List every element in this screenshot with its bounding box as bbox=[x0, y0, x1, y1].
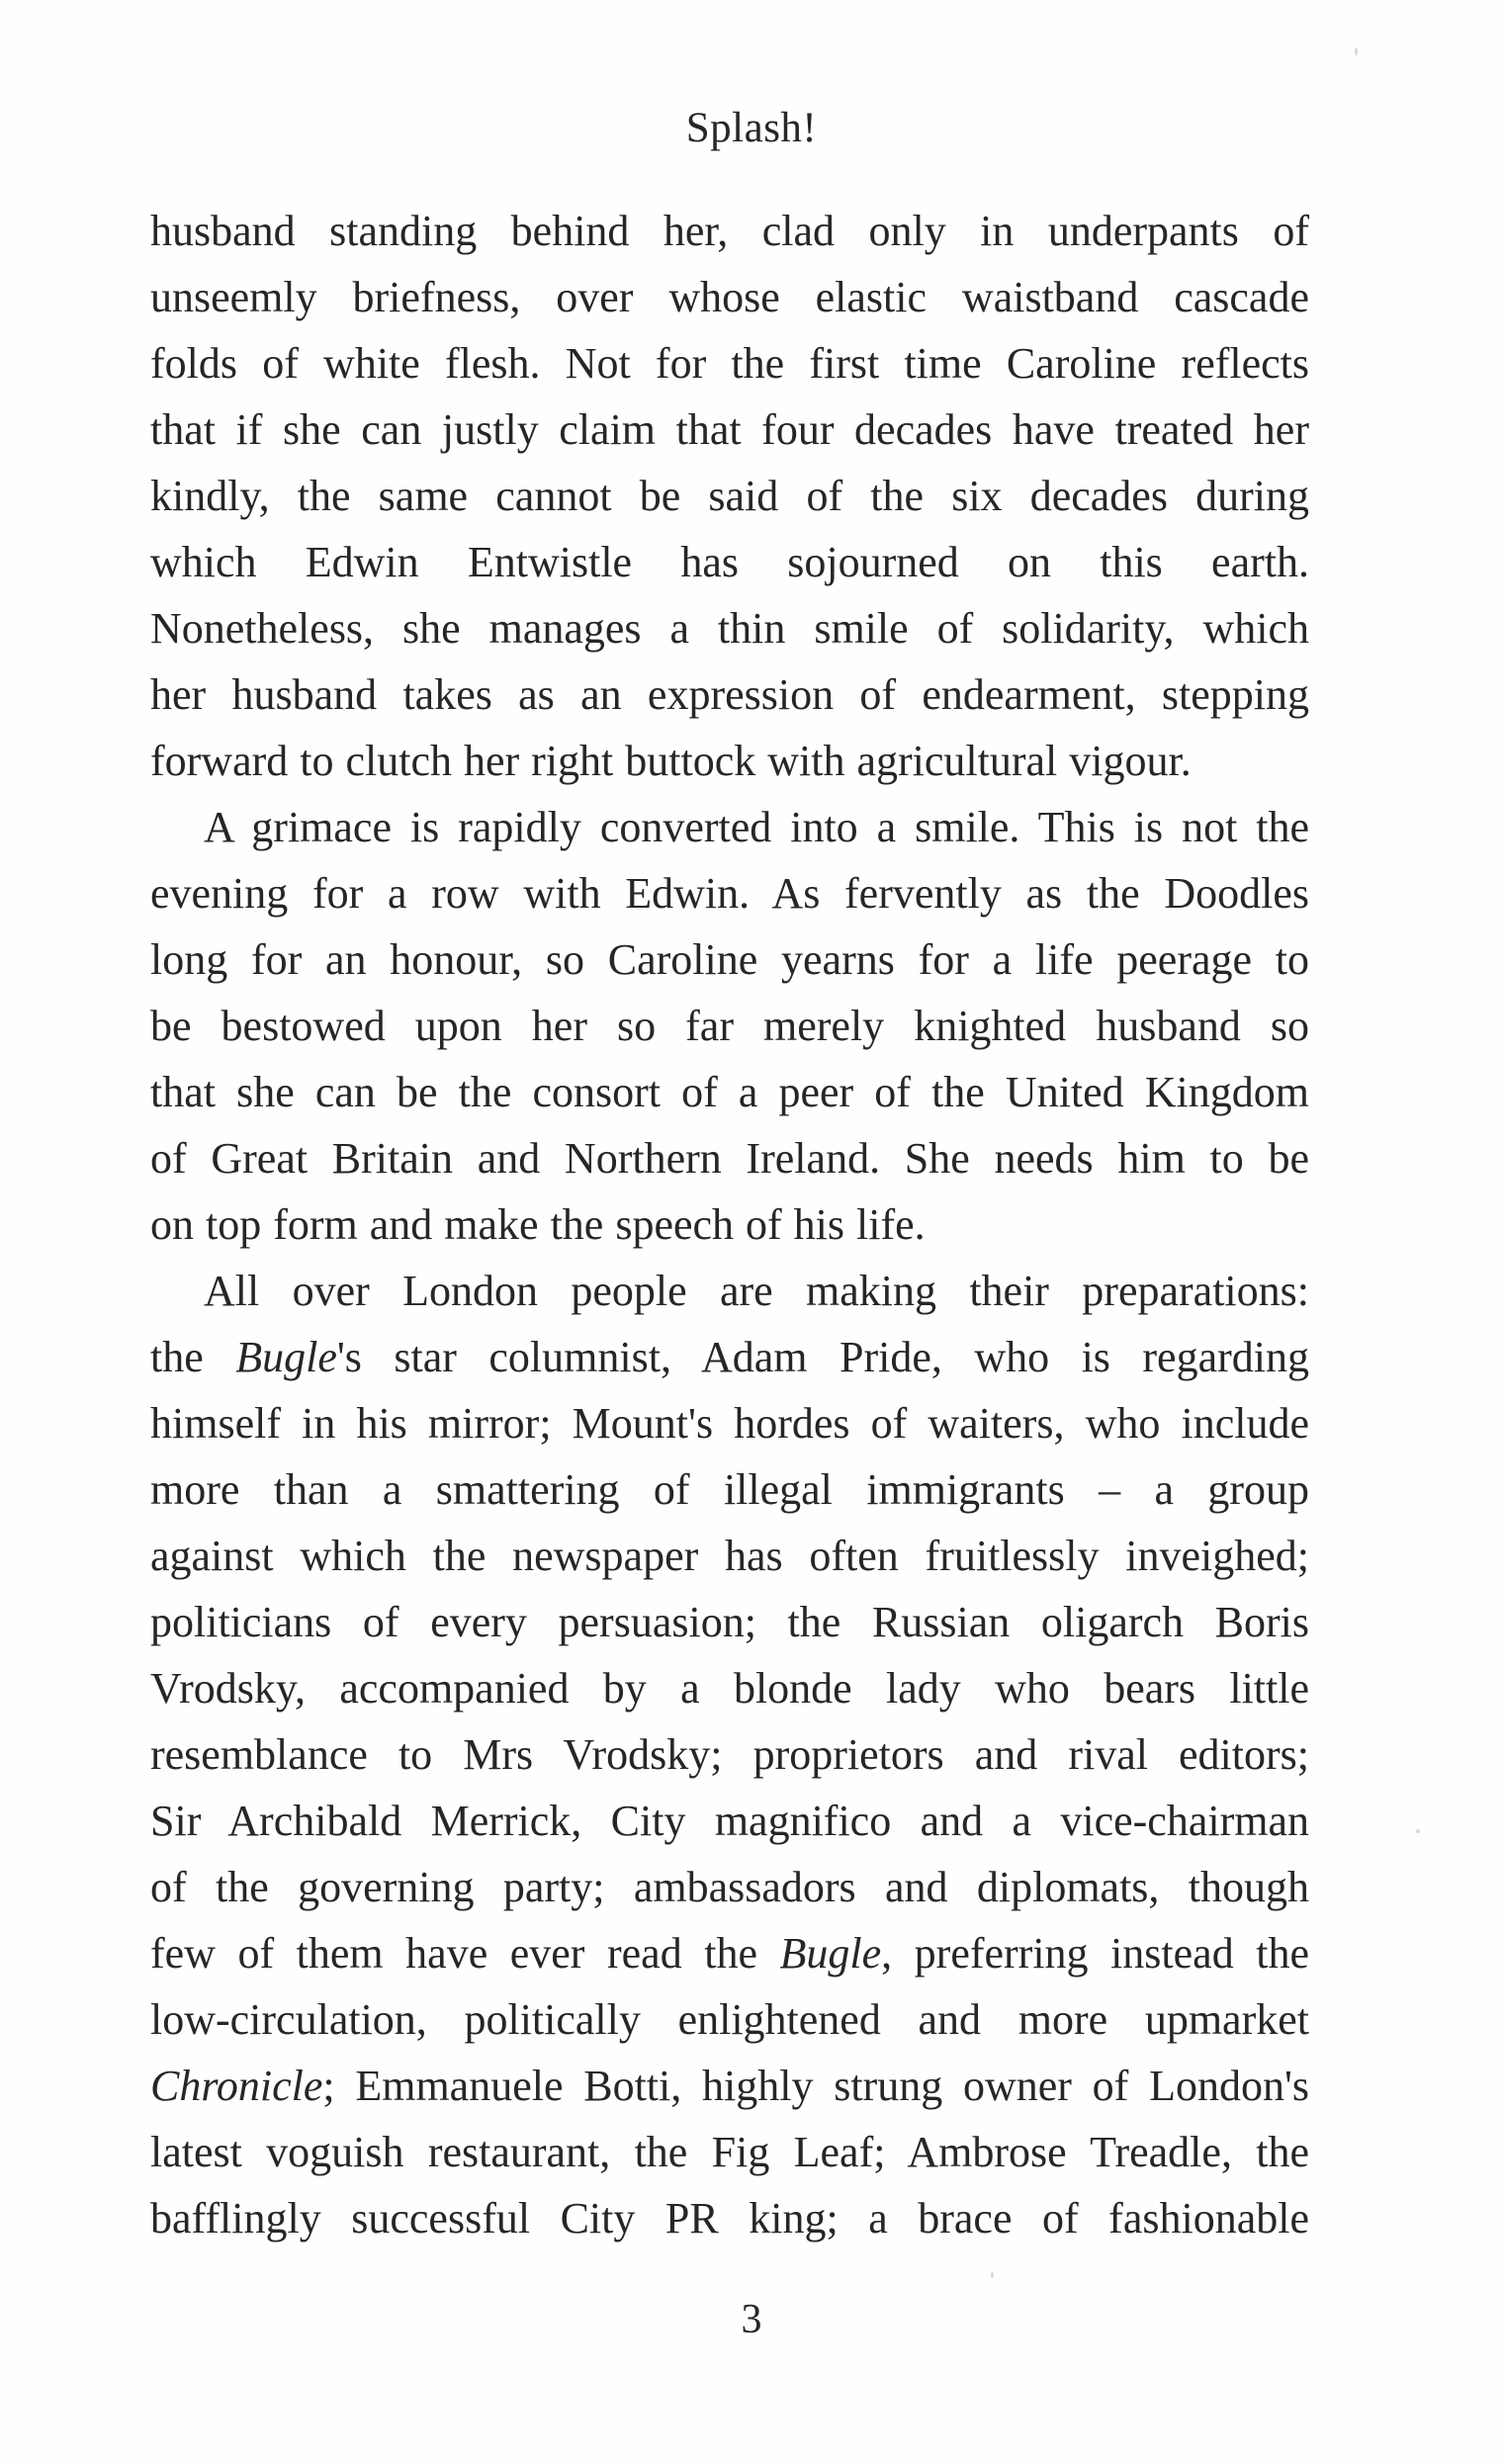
text-line-paragraph-end: on top form and make the speech of his life. bbox=[150, 1200, 926, 1249]
text-line: evening for a row with Edwin. As fervently as the Doodles bbox=[150, 869, 1309, 918]
text-line: husband standing behind her, clad only in underpants of bbox=[150, 207, 1309, 255]
scan-speck bbox=[1416, 1829, 1420, 1833]
italic-title: Bugle bbox=[235, 1333, 337, 1381]
text-line: her husband takes as an expression of endearment, stepping bbox=[150, 670, 1309, 719]
scan-speck bbox=[1355, 47, 1358, 55]
text-line: Vrodsky, accompanied by a blonde lady who bears little bbox=[150, 1664, 1309, 1713]
text-line: politicians of every persuasion; the Russian oligarch Boris bbox=[150, 1598, 1309, 1646]
text-line: that she can be the consort of a peer of the United Kingdom bbox=[150, 1068, 1309, 1116]
text-line: Chronicle; Emmanuele Botti, highly strung owner of London's bbox=[150, 2062, 1309, 2110]
running-head-title: Splash! bbox=[685, 105, 818, 151]
text-line: unseemly briefness, over whose elastic waistband cascade bbox=[150, 273, 1309, 321]
text-line: against which the newspaper has often fruitlessly inveighed; bbox=[150, 1532, 1309, 1580]
italic-title: Bugle bbox=[779, 1929, 882, 1978]
text-line: of Great Britain and Northern Ireland. She needs him to be bbox=[150, 1134, 1309, 1183]
text-line: of the governing party; ambassadors and diplomats, though bbox=[150, 1863, 1309, 1911]
text-line-paragraph-start: A grimace is rapidly converted into a smile. This is not the bbox=[204, 803, 1309, 851]
text-line: few of them have ever read the Bugle, preferring instead the bbox=[150, 1929, 1309, 1978]
text-line: himself in his mirror; Mount's hordes of waiters, who include bbox=[150, 1399, 1309, 1448]
text-line-paragraph-start: All over London people are making their preparations: bbox=[204, 1267, 1309, 1315]
text-line: folds of white flesh. Not for the first time Caroline reflects bbox=[150, 339, 1309, 388]
text-line: resemblance to Mrs Vrodsky; proprietors and rival editors; bbox=[150, 1730, 1309, 1779]
page-number: 3 bbox=[741, 2297, 762, 2342]
text-line: Sir Archibald Merrick, City magnifico and a vice-chairman bbox=[150, 1797, 1309, 1845]
text-line: low-circulation, politically enlightened and more upmarket bbox=[150, 1995, 1309, 2044]
text-line: long for an honour, so Caroline yearns for a life peerage to bbox=[150, 935, 1309, 984]
italic-title: Chronicle bbox=[150, 2062, 323, 2110]
text-line: that if she can justly claim that four decades have treated her bbox=[150, 405, 1309, 454]
text-line: the Bugle's star columnist, Adam Pride, who is regarding bbox=[150, 1333, 1309, 1381]
text-line: Nonetheless, she manages a thin smile of solidarity, which bbox=[150, 604, 1309, 653]
text-line: latest voguish restaurant, the Fig Leaf; Ambrose Treadle, the bbox=[150, 2128, 1309, 2176]
text-line: be bestowed upon her so far merely knighted husband so bbox=[150, 1002, 1309, 1050]
text-line: more than a smattering of illegal immigrants – a group bbox=[150, 1465, 1309, 1514]
text-line: bafflingly successful City PR king; a brace of fashionable bbox=[150, 2194, 1309, 2243]
text-line: kindly, the same cannot be said of the six decades during bbox=[150, 472, 1309, 520]
text-line-paragraph-end: forward to clutch her right buttock with agricultural vigour. bbox=[150, 737, 1192, 785]
scan-speck bbox=[991, 2272, 994, 2278]
body-text bbox=[150, 198, 1309, 2251]
text-line: which Edwin Entwistle has sojourned on this earth. bbox=[150, 538, 1309, 586]
